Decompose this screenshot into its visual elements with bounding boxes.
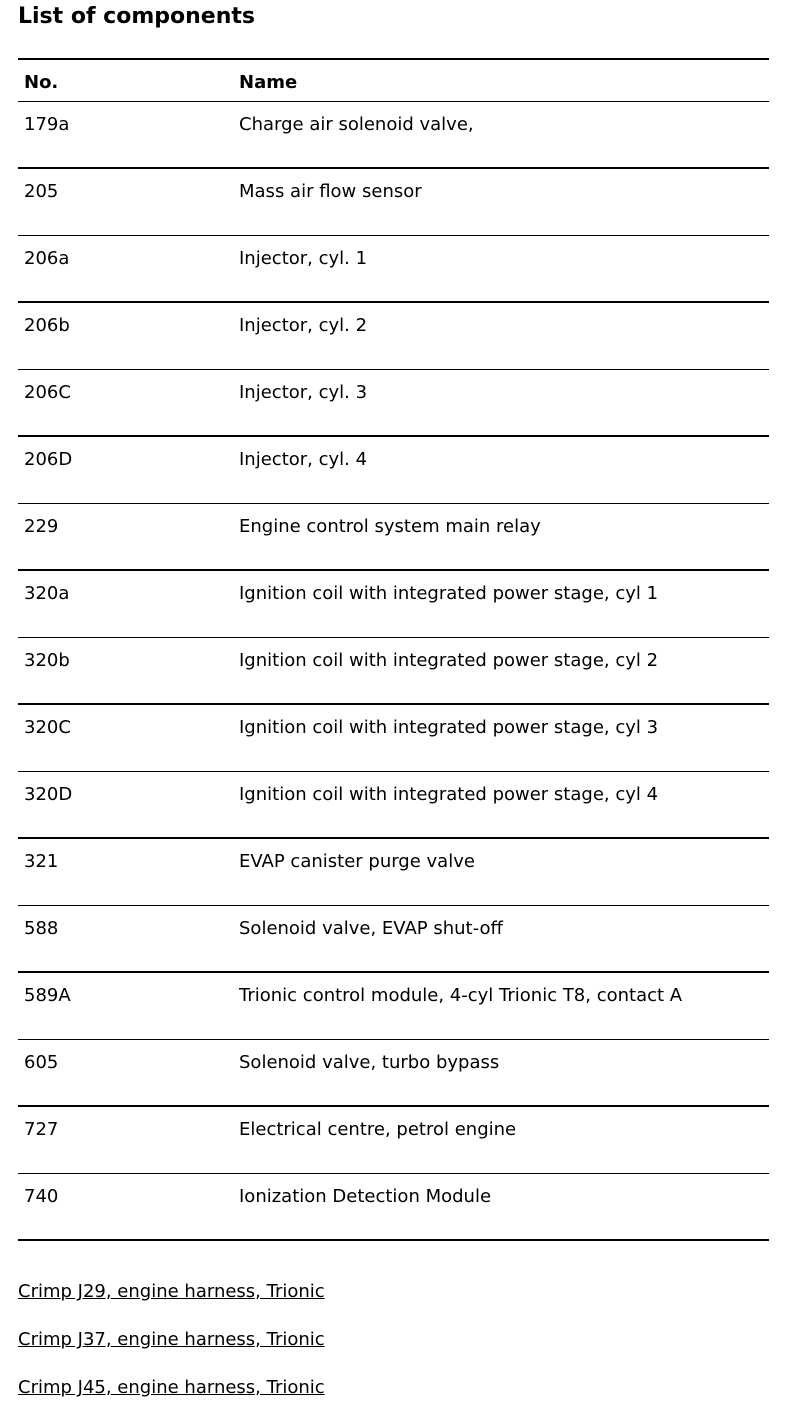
row-no: 320a [24, 583, 70, 604]
row-no: 206C [24, 382, 71, 403]
crimp-j37-link[interactable]: Crimp J37, engine harness, Trionic [18, 1329, 325, 1350]
row-no: 321 [24, 851, 59, 872]
row-no: 727 [24, 1119, 59, 1140]
row-name: Engine control system main relay [239, 516, 541, 537]
crimp-links [18, 1280, 325, 1424]
table-row [18, 504, 769, 571]
row-name: Injector, cyl. 2 [239, 315, 368, 336]
row-no: 320C [24, 717, 71, 738]
crimp-j45-link[interactable]: Crimp J45, engine harness, Trionic [18, 1377, 325, 1398]
row-name: Ignition coil with integrated power stage, cyl 3 [239, 717, 659, 738]
row-no: 589A [24, 985, 71, 1006]
row-no: 206b [24, 315, 70, 336]
table-row [18, 571, 769, 638]
table-row [18, 1040, 769, 1107]
row-no: 320b [24, 650, 70, 671]
table-row [18, 303, 769, 370]
row-name: Ignition coil with integrated power stage, cyl 1 [239, 583, 659, 604]
table-row [18, 437, 769, 504]
row-name: Electrical centre, petrol engine [239, 1119, 517, 1140]
row-no: 320D [24, 784, 73, 805]
crimp-j29-link[interactable]: Crimp J29, engine harness, Trionic [18, 1281, 325, 1302]
table-row [18, 839, 769, 906]
table-row [18, 1107, 769, 1174]
table-row [18, 638, 769, 705]
table-header [18, 60, 769, 102]
row-name: Ionization Detection Module [239, 1186, 492, 1207]
row-name: Injector, cyl. 1 [239, 248, 368, 269]
row-no: 229 [24, 516, 59, 537]
row-no: 206a [24, 248, 70, 269]
row-name: Ignition coil with integrated power stage, cyl 2 [239, 650, 659, 671]
row-no: 740 [24, 1186, 59, 1207]
table-row [18, 1174, 769, 1241]
row-no: 206D [24, 449, 73, 470]
row-name: EVAP canister purge valve [239, 851, 475, 872]
header-name: Name [239, 72, 298, 93]
page-title: List of components [18, 4, 255, 29]
row-name: Solenoid valve, turbo bypass [239, 1052, 500, 1073]
table-row [18, 772, 769, 839]
row-no: 179a [24, 114, 70, 135]
table-row [18, 973, 769, 1040]
row-no: 588 [24, 918, 59, 939]
table-row [18, 705, 769, 772]
table-row [18, 102, 769, 169]
table-row [18, 236, 769, 303]
row-no: 205 [24, 181, 59, 202]
components-table [18, 58, 769, 1241]
row-name: Injector, cyl. 4 [239, 449, 368, 470]
row-name: Charge air solenoid valve, [239, 114, 474, 135]
row-name: Injector, cyl. 3 [239, 382, 368, 403]
row-name: Trionic control module, 4-cyl Trionic T8, contact A [239, 985, 683, 1006]
row-no: 605 [24, 1052, 59, 1073]
row-name: Mass air flow sensor [239, 181, 422, 202]
table-row [18, 169, 769, 236]
table-row [18, 370, 769, 437]
row-name: Ignition coil with integrated power stage, cyl 4 [239, 784, 659, 805]
table-row [18, 906, 769, 973]
header-no: No. [24, 72, 59, 93]
row-name: Solenoid valve, EVAP shut-off [239, 918, 503, 939]
